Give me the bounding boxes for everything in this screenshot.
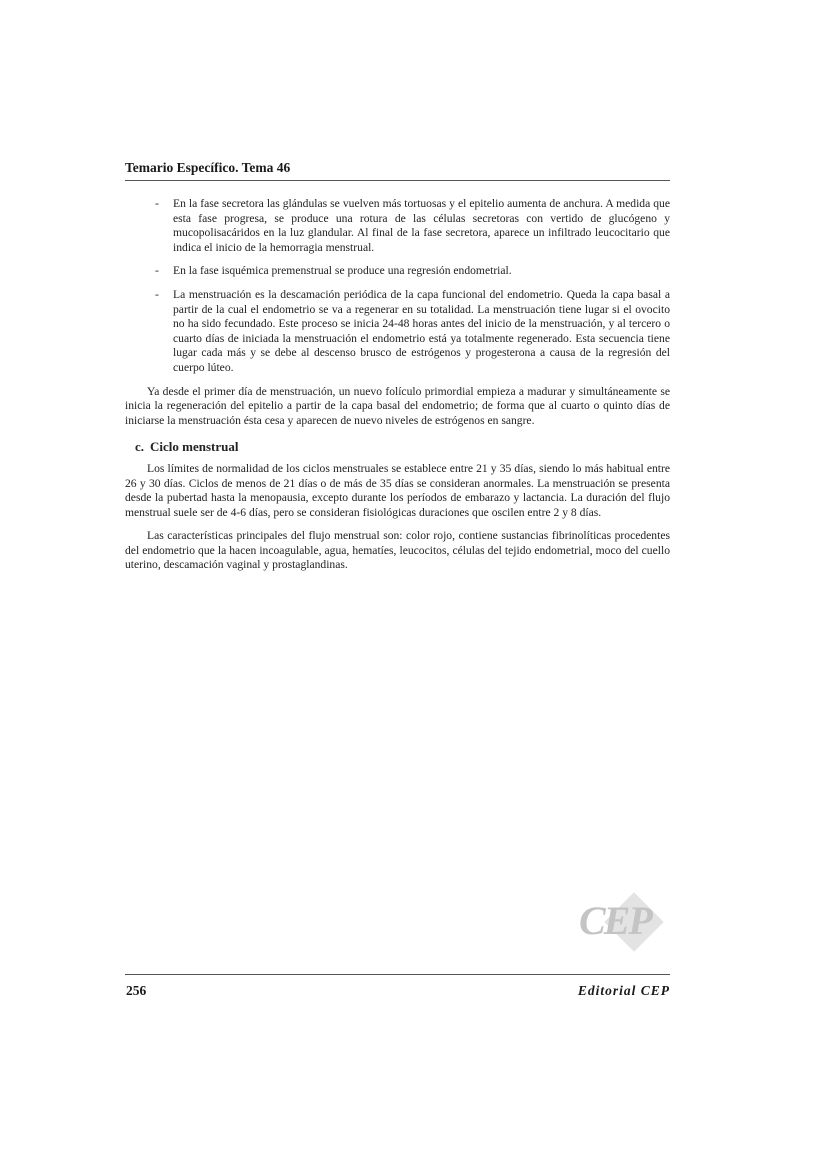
page-number: 256 [126, 983, 147, 998]
bullet-marker: - [155, 264, 159, 278]
header-divider [125, 180, 670, 181]
bullet-item [125, 288, 670, 376]
bullet-item [125, 264, 670, 279]
bullet-text: En la fase secretora las glándulas se vuelven más tortuosas y el epitelio aumenta de anchura. A medida que esta fase progresa, se produce una rotura de las células secretoras con vertido de glucógeno y mucopolisacáridos en la luz glandular. Al final de la fase secretora, aparece un infiltrado leucocitario que indica el inicio de la hemorragia menstrual. [173, 197, 670, 254]
running-header-title: Temario Específico. Tema 46 [125, 160, 291, 175]
bullet-marker: - [155, 197, 159, 210]
page-body [125, 197, 670, 582]
bullet-item [125, 197, 670, 255]
cep-logo [575, 895, 665, 955]
bullet-marker: - [155, 287, 159, 301]
publisher-name: Editorial CEP [577, 983, 670, 998]
bullet-text: En la fase isquémica premenstrual se produce una regresión endometrial. [173, 264, 512, 278]
section-heading [135, 440, 670, 455]
footer-divider [125, 974, 670, 975]
section-title: Ciclo menstrual [150, 439, 239, 455]
body-paragraph: Ya desde el primer día de menstruación, un nuevo folículo primordial empieza a madurar y simultáneamente se inicia la regeneración del epitelio a partir de la capa basal del endometrio; de forma que al cuarto o quinto días de iniciarse la menstruación ésta cesa y aparecen de nuevo niveles de estrógenos en sangre. [125, 384, 670, 427]
logo-text: CEP [579, 898, 651, 943]
bullet-text: La menstruación es la descamación periódica de la capa funcional del endometrio. Queda la capa basal a partir de la cual el endometrio se va a regenerar en su totalidad. La menstruación tiene lugar si el ovocito no ha sido fecundado. Este proceso se inicia 24-48 horas antes del inicio de la menstruación, y al tercero o cuarto días de iniciada la menstruación el endometrio está ya totalmente regenerado. Esta secuencia tiene lugar cada más y se debe al descenso brusco de estrógenos y progesterona a causa de la regresión del cuerpo lúteo. [173, 287, 670, 374]
body-paragraph: Los límites de normalidad de los ciclos menstruales se establece entre 21 y 35 días, siendo lo más habitual entre 26 y 30 días. Ciclos de menos de 21 días o de más de 35 días se consideran anormales. La menstruación se presenta desde la pubertad hasta la menopausia, excepto durante los períodos de embarazo y lactancia. La duración del flujo menstrual suele ser de 4-6 días, pero se consideran fisiológicas duraciones que oscilen entre 2 y 8 días. [125, 461, 670, 519]
body-paragraph: Las características principales del flujo menstrual son: color rojo, contiene sustancias fibrinolíticas procedentes del endometrio que la hacen incoagulable, agua, hematíes, leucocitos, células del tejido endometrial, moco del cuello uterino, descamación vaginal y prostaglandinas. [125, 529, 670, 572]
section-letter: c. [135, 439, 145, 455]
